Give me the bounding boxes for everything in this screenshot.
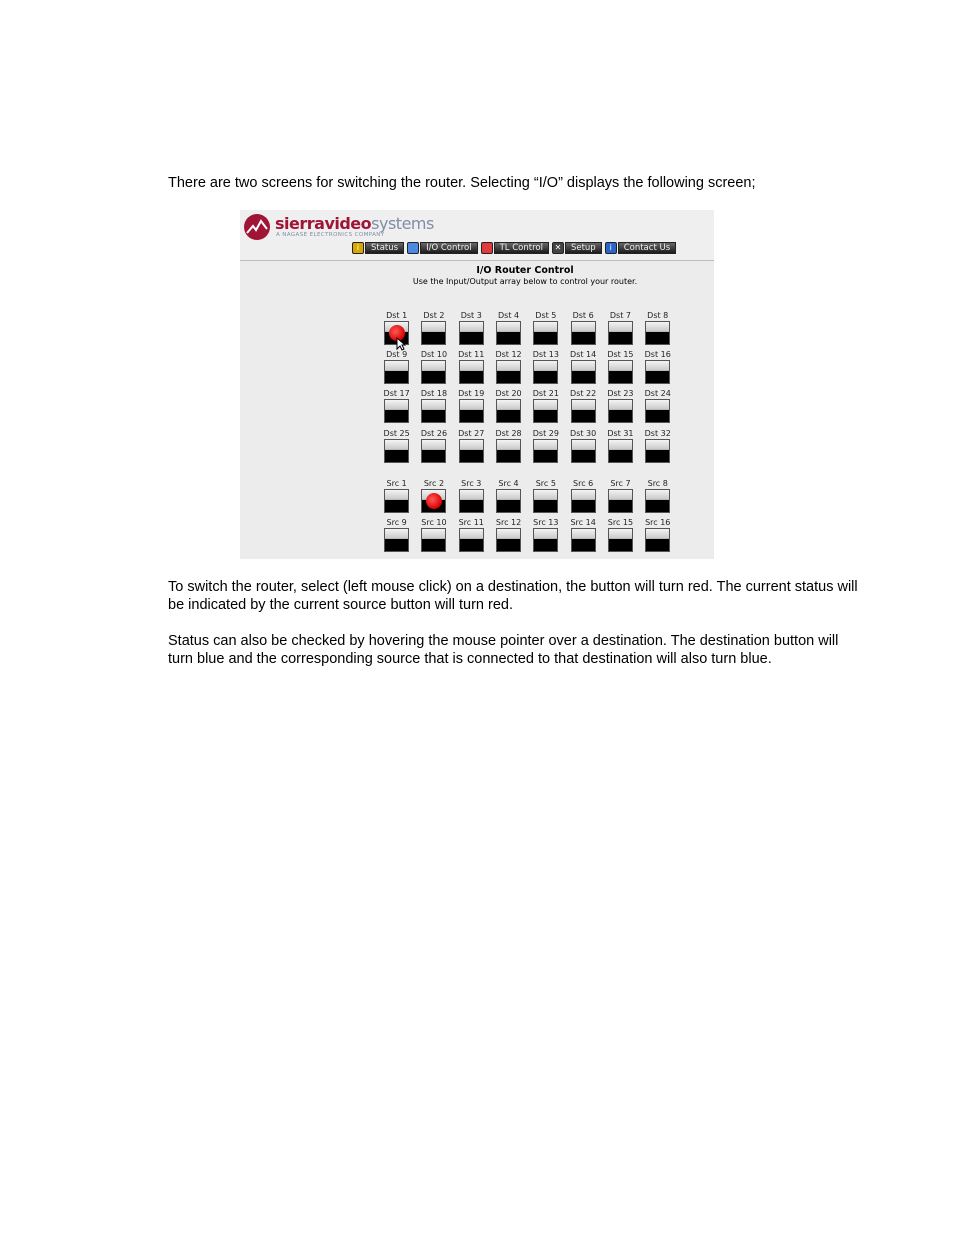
src-label: Src 8 [647, 479, 668, 488]
dst-cell [602, 350, 639, 389]
src-cell [415, 479, 452, 518]
dst-cell [453, 389, 490, 428]
src-label: Src 14 [570, 518, 596, 527]
dst-label: Dst 29 [532, 428, 559, 438]
dst-label: Dst 19 [458, 389, 485, 399]
dst-cell [564, 429, 601, 468]
dst-label: Dst 20 [495, 389, 522, 399]
dst-button-8[interactable] [645, 321, 670, 345]
nav-label: Setup [565, 242, 602, 254]
dst-button-4[interactable] [496, 321, 521, 345]
dst-button-12[interactable] [496, 360, 521, 384]
src-label: Src 6 [573, 479, 594, 488]
dst-button-23[interactable] [608, 399, 633, 423]
dst-cell [453, 311, 490, 350]
src-label: Src 12 [495, 518, 522, 527]
brand-name [275, 214, 434, 233]
src-label: Src 9 [386, 518, 407, 527]
src-label: Src 2 [423, 479, 445, 488]
src-cell [564, 479, 601, 518]
nav-tl-control-button[interactable] [481, 241, 549, 254]
dst-label: Dst 25 [383, 428, 410, 438]
src-button-12[interactable] [496, 528, 521, 552]
nav-setup-button[interactable] [552, 241, 602, 254]
dst-button-13[interactable] [533, 360, 558, 384]
src-button-8[interactable] [645, 489, 670, 513]
tools-icon: ✕ [552, 242, 564, 254]
grid-icon [407, 242, 419, 254]
src-cell [639, 518, 676, 557]
dst-cell [602, 429, 639, 468]
src-label: Src 13 [533, 518, 559, 527]
main-nav [352, 241, 676, 254]
dst-button-17[interactable] [384, 399, 409, 423]
src-button-4[interactable] [496, 489, 521, 513]
src-label: Src 5 [535, 479, 556, 488]
dst-label: Dst 24 [644, 389, 671, 399]
dst-label: Dst 18 [420, 389, 448, 399]
dst-button-31[interactable] [608, 439, 633, 463]
dst-button-5[interactable] [533, 321, 558, 345]
brand-light: systems [371, 214, 434, 233]
dst-cell [490, 429, 527, 468]
src-cell [564, 518, 601, 557]
contact-icon: i [605, 242, 617, 254]
dst-cell [564, 389, 601, 428]
src-label: Src 7 [610, 479, 631, 488]
src-button-1[interactable] [384, 489, 409, 513]
dst-button-3[interactable] [459, 321, 484, 345]
dst-cell [415, 389, 452, 428]
nav-i-o-control-button[interactable] [407, 241, 478, 254]
nav-label: TL Control [494, 242, 549, 254]
src-button-6[interactable] [571, 489, 596, 513]
dst-label: Dst 2 [423, 311, 445, 320]
src-button-16[interactable] [645, 528, 670, 552]
dst-button-24[interactable] [645, 399, 670, 423]
dst-label: Dst 3 [460, 311, 482, 320]
mouse-pointer-icon [396, 337, 406, 351]
dst-cell [453, 429, 490, 468]
dst-cell [527, 350, 564, 389]
dst-button-20[interactable] [496, 399, 521, 423]
nav-label: Contact Us [618, 242, 676, 254]
src-button-7[interactable] [608, 489, 633, 513]
dst-button-22[interactable] [571, 399, 596, 423]
dst-label: Dst 21 [532, 389, 559, 399]
dst-label: Dst 16 [644, 350, 671, 360]
dst-label: Dst 15 [607, 350, 634, 360]
src-label: Src 10 [421, 518, 447, 527]
dst-button-32[interactable] [645, 439, 670, 463]
src-cell [639, 479, 676, 518]
dst-cell [639, 311, 676, 350]
dst-label: Dst 26 [420, 428, 448, 438]
source-grid [378, 479, 676, 557]
src-button-2[interactable] [421, 489, 446, 513]
src-button-10[interactable] [421, 528, 446, 552]
nav-status-button[interactable] [352, 241, 404, 254]
dst-button-11[interactable] [459, 360, 484, 384]
dst-label: Dst 14 [570, 350, 597, 360]
dst-button-30[interactable] [571, 439, 596, 463]
src-cell [527, 479, 564, 518]
src-label: Src 3 [461, 479, 482, 488]
src-label: Src 11 [458, 518, 484, 527]
src-cell [415, 518, 452, 557]
src-button-3[interactable] [459, 489, 484, 513]
src-cell [378, 518, 415, 557]
status-paragraph: Status can also be checked by hovering the mouse pointer over a destination. The destination button will turn blue and the corresponding source that is connected to that destination will also turn blue. [168, 633, 839, 667]
dst-label: Dst 1 [386, 311, 408, 320]
dst-cell [415, 311, 452, 350]
dst-label: Dst 23 [607, 389, 634, 399]
src-button-11[interactable] [459, 528, 484, 552]
dst-label: Dst 11 [458, 350, 485, 360]
dst-label: Dst 30 [570, 428, 597, 438]
router-screenshot [240, 210, 714, 559]
panel-title: I/O Router Control [476, 265, 574, 276]
dst-button-14[interactable] [571, 360, 596, 384]
dst-label: Dst 4 [497, 311, 520, 320]
dst-cell [564, 311, 601, 350]
intro-paragraph: There are two screens for switching the router. Selecting “I/O” displays the following screen; [168, 175, 756, 191]
dst-button-19[interactable] [459, 399, 484, 423]
src-cell [602, 518, 639, 557]
dst-label: Dst 7 [609, 311, 631, 320]
dst-label: Dst 27 [458, 428, 485, 438]
dst-label: Dst 12 [495, 350, 522, 360]
dst-cell [490, 311, 527, 350]
brand-bold: sierravideo [275, 214, 372, 233]
dst-cell [415, 350, 452, 389]
src-button-9[interactable] [384, 528, 409, 552]
dst-label: Dst 32 [644, 428, 671, 438]
dst-button-27[interactable] [459, 439, 484, 463]
dst-button-9[interactable] [384, 360, 409, 384]
dst-label: Dst 6 [572, 311, 594, 320]
dst-cell [639, 389, 676, 428]
dst-label: Dst 17 [383, 389, 410, 399]
src-cell [378, 479, 415, 518]
dst-cell [639, 350, 676, 389]
src-button-13[interactable] [533, 528, 558, 552]
src-cell [453, 518, 490, 557]
dst-label: Dst 13 [532, 350, 559, 360]
src-label: Src 15 [607, 518, 634, 527]
dst-cell [564, 350, 601, 389]
src-cell [490, 518, 527, 557]
dst-button-10[interactable] [421, 360, 446, 384]
src-button-15[interactable] [608, 528, 633, 552]
src-cell [453, 479, 490, 518]
dst-cell [490, 350, 527, 389]
src-button-14[interactable] [571, 528, 596, 552]
dst-label: Dst 5 [535, 311, 557, 320]
dst-button-6[interactable] [571, 321, 596, 345]
dst-cell [527, 389, 564, 428]
info-icon: i [352, 242, 364, 254]
panel-subtitle: Use the Input/Output array below to control your router. [412, 277, 638, 286]
nav-contact-us-button[interactable] [605, 241, 676, 254]
dst-cell [602, 389, 639, 428]
color-icon [481, 242, 493, 254]
src-button-5[interactable] [533, 489, 558, 513]
dst-button-28[interactable] [496, 439, 521, 463]
brand-tagline: A NAGASE ELECTRONICS COMPANY [276, 232, 385, 238]
src-label: Src 1 [386, 479, 407, 488]
dst-cell [527, 311, 564, 350]
dst-cell [639, 429, 676, 468]
dst-label: Dst 8 [647, 311, 669, 320]
dst-label: Dst 9 [386, 350, 408, 360]
dst-cell [453, 350, 490, 389]
dst-label: Dst 10 [420, 350, 448, 360]
dst-button-21[interactable] [533, 399, 558, 423]
switch-paragraph: To switch the router, select (left mouse click) on a destination, the button will turn red. The current status will be indicated by the current source button will turn red. [168, 579, 858, 613]
sierra-logo-icon [243, 213, 271, 241]
dst-label: Dst 31 [607, 428, 634, 438]
nav-label: Status [365, 242, 404, 254]
dst-cell [378, 429, 415, 468]
src-cell [602, 479, 639, 518]
src-label: Src 4 [498, 479, 519, 488]
dst-label: Dst 28 [495, 428, 522, 438]
dst-button-16[interactable] [645, 360, 670, 384]
dst-cell [378, 350, 415, 389]
dst-button-26[interactable] [421, 439, 446, 463]
dst-button-15[interactable] [608, 360, 633, 384]
dst-cell [415, 429, 452, 468]
nav-label: I/O Control [420, 242, 478, 254]
src-cell [527, 518, 564, 557]
dst-button-2[interactable] [421, 321, 446, 345]
dst-button-29[interactable] [533, 439, 558, 463]
destination-grid [378, 311, 676, 468]
dst-cell [527, 429, 564, 468]
dst-button-25[interactable] [384, 439, 409, 463]
dst-cell [378, 389, 415, 428]
src-cell [490, 479, 527, 518]
dst-button-7[interactable] [608, 321, 633, 345]
app-header [240, 210, 714, 261]
dst-button-18[interactable] [421, 399, 446, 423]
dst-cell [602, 311, 639, 350]
dst-label: Dst 22 [570, 389, 597, 399]
dst-cell [490, 389, 527, 428]
src-label: Src 16 [645, 518, 671, 527]
